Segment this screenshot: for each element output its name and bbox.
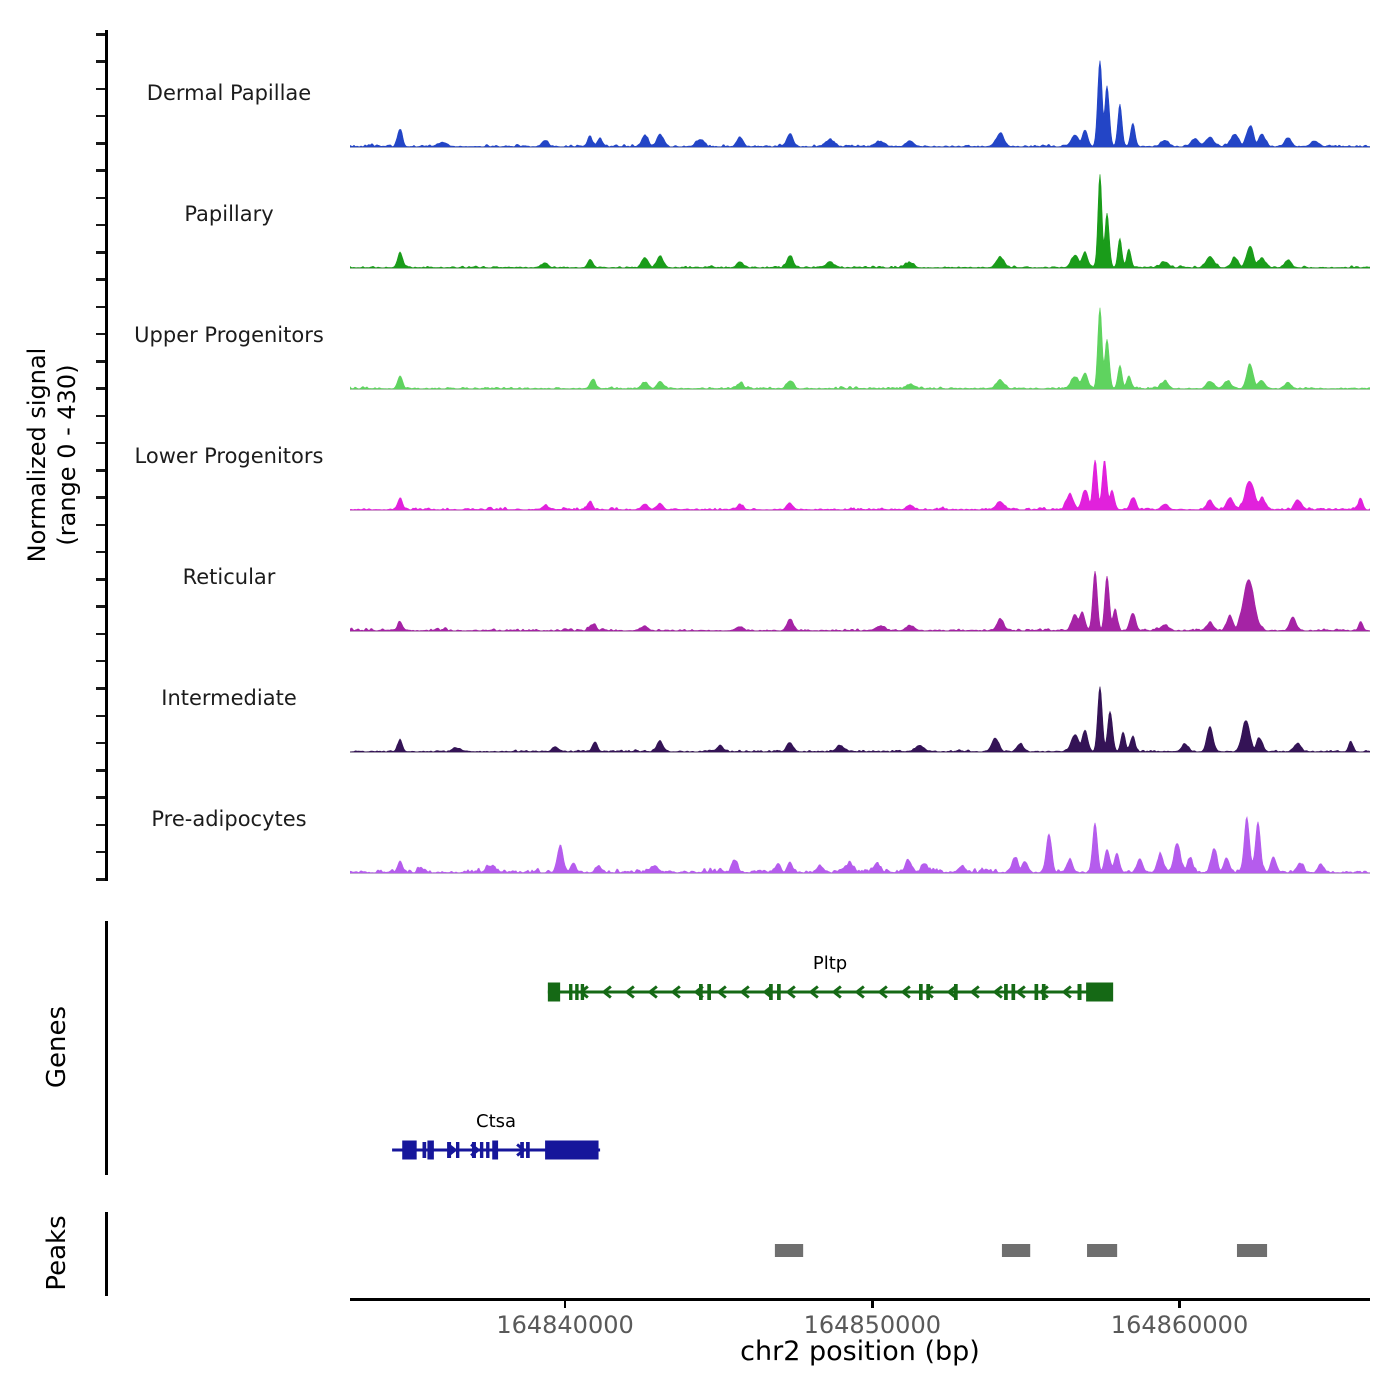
gene-exon bbox=[548, 983, 560, 1002]
y-axis-tick bbox=[96, 796, 105, 799]
y-axis-tick bbox=[96, 578, 105, 581]
gene-exon bbox=[926, 984, 930, 1000]
signal-track-plot bbox=[350, 409, 1370, 512]
gene-exon bbox=[520, 1142, 524, 1158]
y-axis-tick bbox=[96, 878, 105, 881]
gene-exon bbox=[699, 984, 703, 1000]
y-axis-tick bbox=[96, 687, 105, 690]
y-axis-tick bbox=[96, 442, 105, 445]
y-axis-tick bbox=[96, 278, 105, 281]
signal-area bbox=[350, 687, 1370, 752]
gene-exon bbox=[480, 1142, 483, 1158]
y-axis-tick bbox=[96, 306, 105, 309]
y-axis-tick bbox=[96, 142, 105, 145]
y-axis-tick bbox=[96, 387, 105, 390]
y-axis-tick bbox=[96, 605, 105, 608]
y-axis-tick bbox=[96, 169, 105, 172]
gene-exon bbox=[769, 984, 773, 1000]
signal-track-plot bbox=[350, 288, 1370, 391]
peak-region bbox=[1002, 1244, 1030, 1257]
gene-exon bbox=[486, 1142, 489, 1158]
gene-exon bbox=[919, 984, 923, 1000]
peak-region bbox=[775, 1244, 803, 1257]
y-axis-tick bbox=[96, 660, 105, 663]
genes-axis-spine bbox=[105, 921, 108, 1175]
gene-exon bbox=[777, 984, 781, 1000]
peaks-axis-spine bbox=[105, 1212, 108, 1296]
signal-y-axis-label-line2: (range 0 - 430) bbox=[53, 364, 81, 546]
gene-exon bbox=[1086, 983, 1113, 1002]
y-axis-tick bbox=[96, 251, 105, 254]
y-axis-tick bbox=[96, 88, 105, 91]
signal-area bbox=[350, 571, 1370, 631]
gene-exon bbox=[1035, 984, 1039, 1000]
y-axis-tick bbox=[96, 60, 105, 63]
gene-exon bbox=[472, 1142, 476, 1158]
gene-exon bbox=[575, 984, 578, 1000]
signal-area bbox=[350, 817, 1370, 873]
y-axis-tick bbox=[96, 224, 105, 227]
signal-area bbox=[350, 174, 1370, 268]
x-axis-tick-label: 164840000 bbox=[496, 1311, 634, 1339]
x-axis-tick-label: 164860000 bbox=[1110, 1311, 1249, 1339]
gene-exon bbox=[581, 984, 584, 1000]
signal-area bbox=[350, 61, 1370, 147]
gene-exon bbox=[1004, 984, 1008, 1000]
y-axis-tick bbox=[96, 33, 105, 36]
signal-y-axis-spine bbox=[105, 30, 108, 881]
track-label: Pre-adipocytes bbox=[151, 807, 307, 831]
y-axis-tick bbox=[96, 333, 105, 336]
y-axis-tick bbox=[96, 551, 105, 554]
y-axis-tick bbox=[96, 633, 105, 636]
y-axis-tick bbox=[96, 197, 105, 200]
track-label: Dermal Papillae bbox=[146, 81, 312, 105]
signal-y-axis-label bbox=[22, 348, 82, 563]
track-label: Reticular bbox=[182, 565, 276, 589]
x-axis-tick bbox=[1178, 1298, 1181, 1308]
y-axis-tick bbox=[96, 469, 105, 472]
y-axis-tick bbox=[96, 115, 105, 118]
gene-exon bbox=[954, 984, 958, 1000]
signal-y-axis-label-line1: Normalized signal bbox=[23, 347, 51, 563]
y-axis-tick bbox=[96, 496, 105, 499]
track-label: Upper Progenitors bbox=[134, 323, 324, 347]
y-axis-tick bbox=[96, 715, 105, 718]
signal-area bbox=[350, 460, 1370, 510]
signal-track-plot bbox=[350, 46, 1370, 149]
y-axis-tick bbox=[96, 824, 105, 827]
y-axis-tick bbox=[96, 742, 105, 745]
y-axis-tick bbox=[96, 415, 105, 418]
peak-region bbox=[1237, 1244, 1267, 1257]
gene-exon bbox=[526, 1142, 530, 1158]
signal-track-plot bbox=[350, 530, 1370, 633]
gene-models-plot bbox=[350, 915, 1370, 1195]
x-axis-tick bbox=[564, 1298, 567, 1308]
x-axis-tick-label: 164850000 bbox=[803, 1311, 941, 1339]
signal-track-plot bbox=[350, 772, 1370, 875]
gene-exon bbox=[1078, 984, 1082, 1000]
gene-exon bbox=[402, 1141, 416, 1160]
gene-model bbox=[548, 983, 1113, 1002]
gene-exon bbox=[1011, 984, 1015, 1000]
gene-exon bbox=[456, 1142, 459, 1158]
y-axis-tick bbox=[96, 524, 105, 527]
track-label: Lower Progenitors bbox=[134, 444, 324, 468]
gene-name-label: Ctsa bbox=[476, 1111, 517, 1132]
gene-exon bbox=[569, 984, 572, 1000]
y-axis-tick bbox=[96, 769, 105, 772]
x-axis-tick bbox=[871, 1298, 874, 1308]
peak-regions-plot bbox=[350, 1210, 1370, 1298]
gene-model bbox=[392, 1141, 600, 1160]
track-label: Papillary bbox=[184, 202, 274, 226]
gene-exon bbox=[447, 1142, 451, 1158]
gene-exon bbox=[427, 1141, 433, 1160]
gene-exon bbox=[1042, 984, 1046, 1000]
gene-name-label: Pltp bbox=[812, 953, 848, 974]
signal-area bbox=[350, 308, 1370, 389]
gene-exon bbox=[492, 1141, 498, 1160]
y-axis-tick bbox=[96, 851, 105, 854]
y-axis-tick bbox=[96, 360, 105, 363]
signal-track-plot bbox=[350, 167, 1370, 270]
peak-region bbox=[1087, 1244, 1117, 1257]
x-axis-line bbox=[350, 1298, 1370, 1301]
genes-section-label: Genes bbox=[42, 1005, 72, 1089]
gene-exon bbox=[545, 1141, 598, 1160]
x-axis-title: chr2 position (bp) bbox=[740, 1336, 980, 1367]
peaks-section-label: Peaks bbox=[42, 1215, 72, 1291]
gene-exon bbox=[423, 1142, 427, 1158]
gene-exon bbox=[707, 984, 711, 1000]
track-label: Intermediate bbox=[161, 686, 297, 710]
signal-track-plot bbox=[350, 651, 1370, 754]
